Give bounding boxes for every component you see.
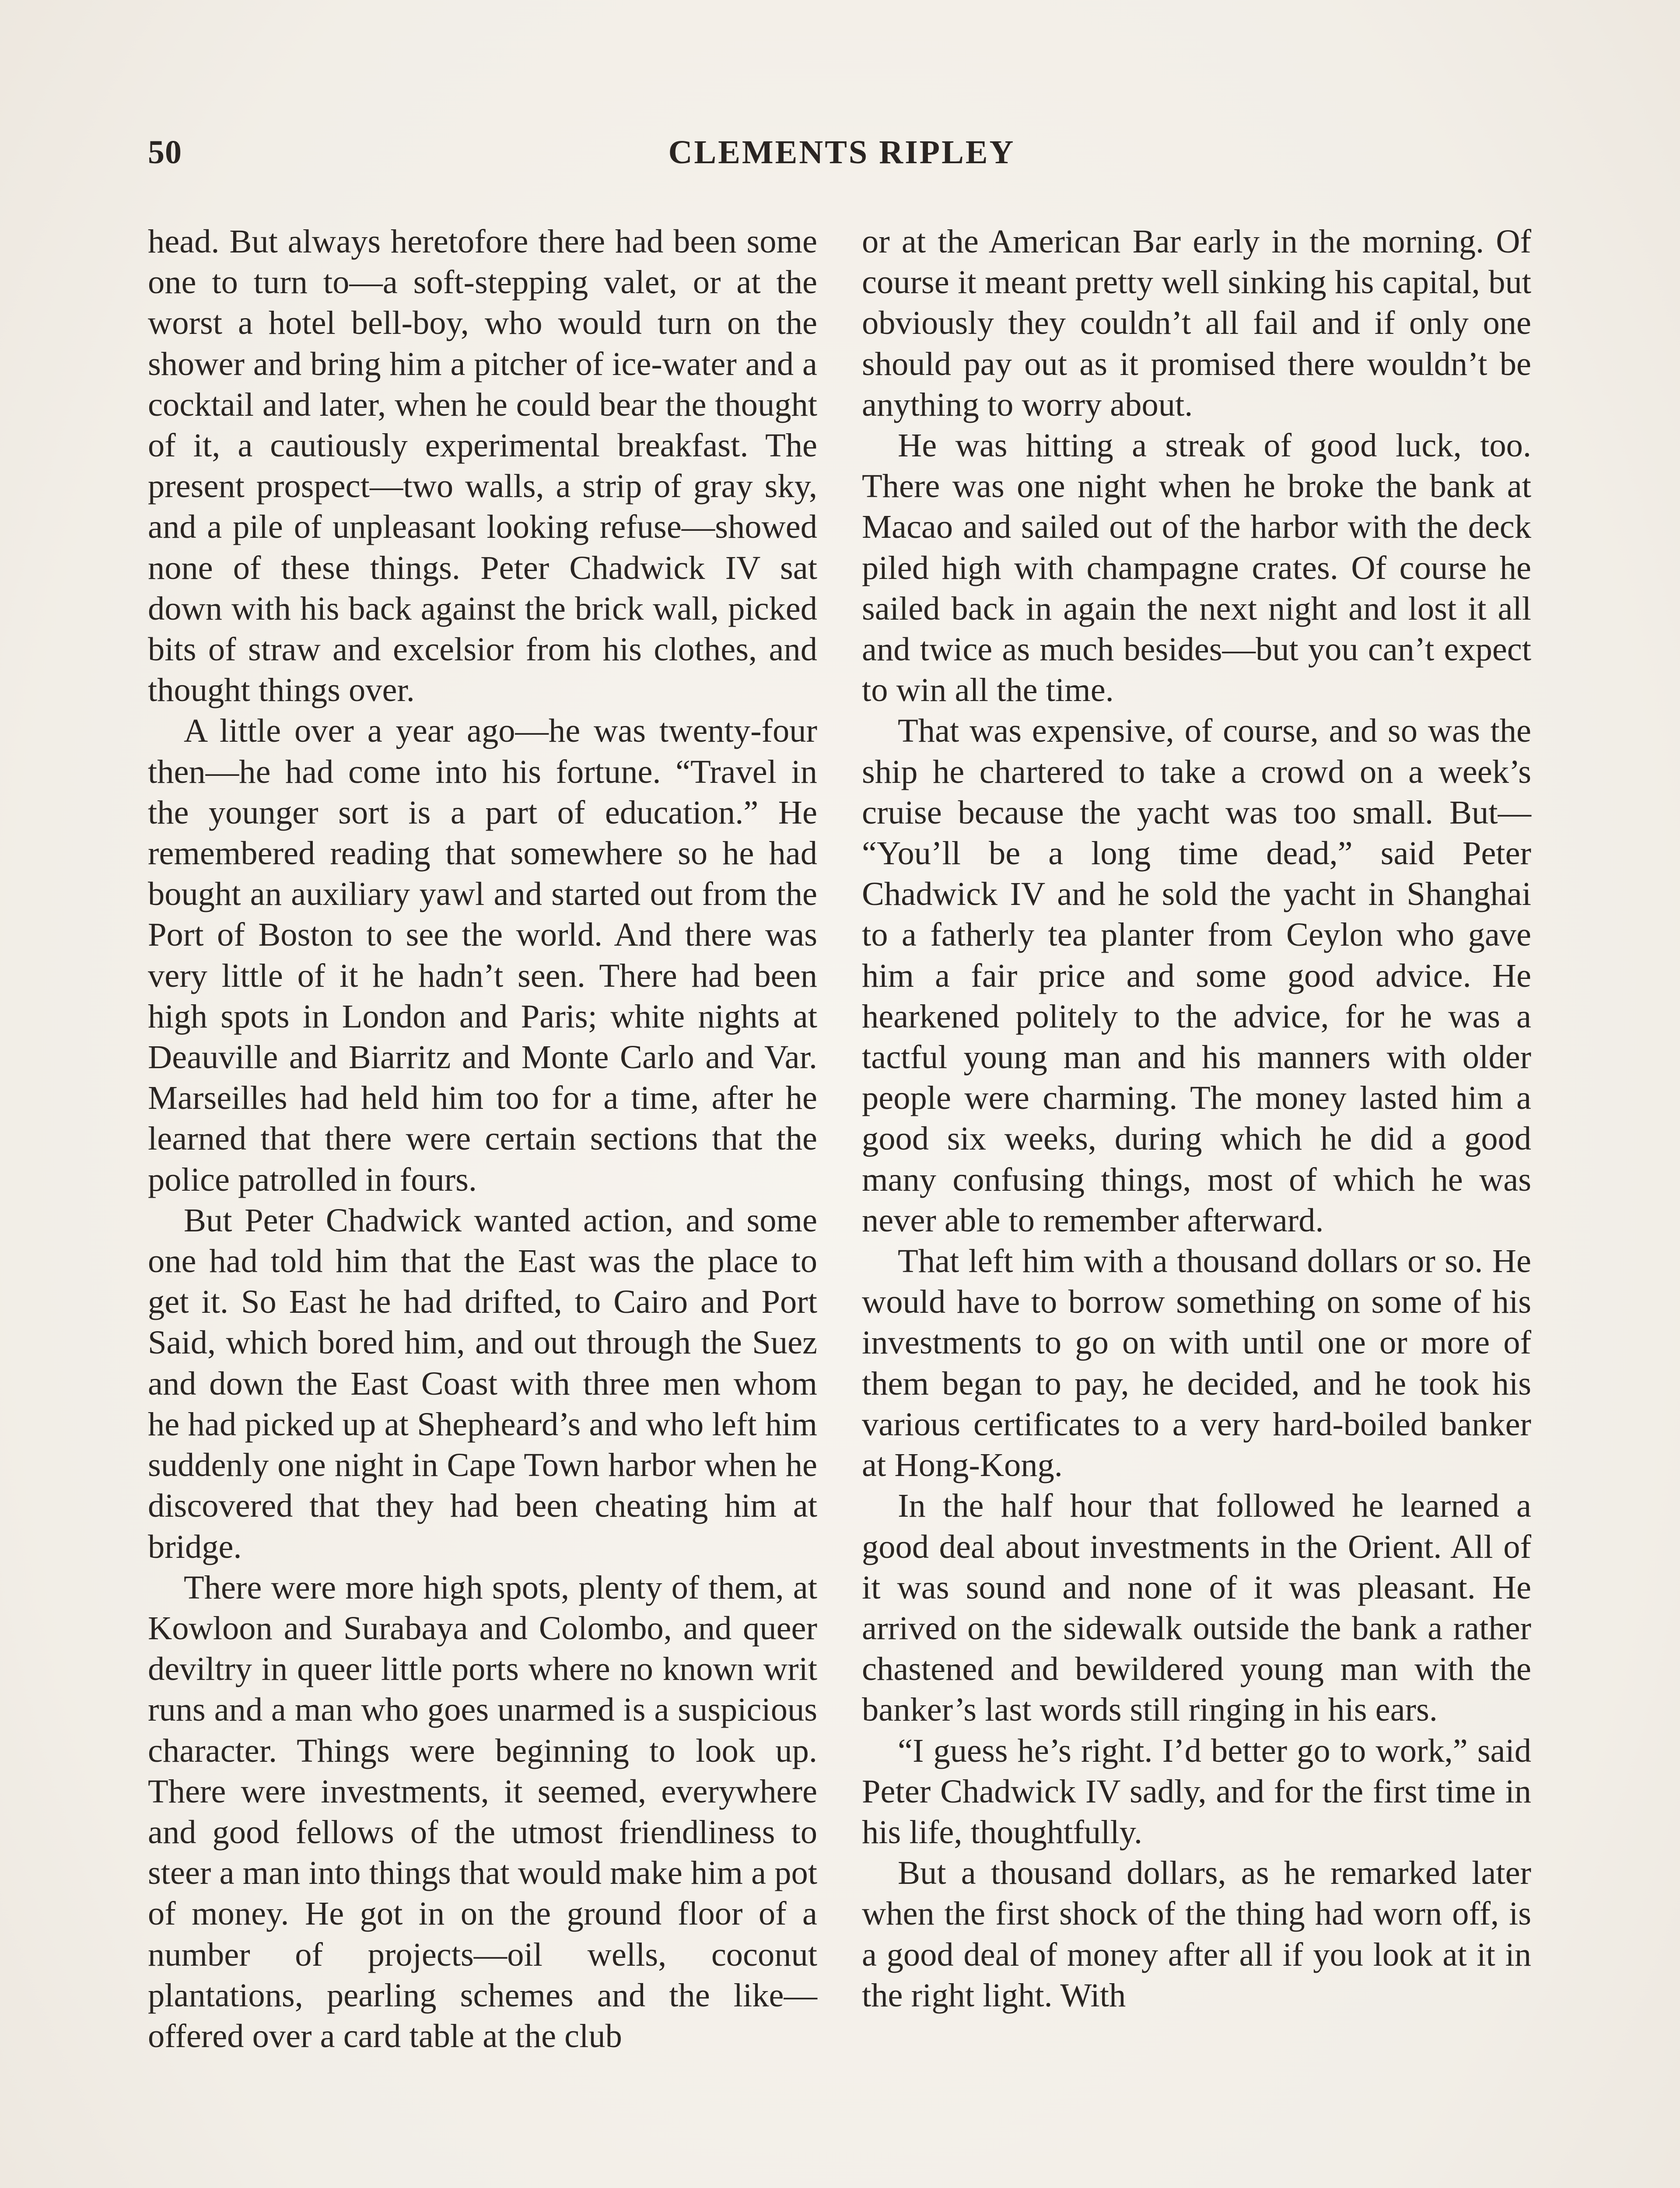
- paragraph: or at the American Bar early in the morning. Of course it meant pretty well sinking his capital, but obviously they couldn’t all fail and if only one should pay out as it promised there wouldn’t be anything to worry about.: [862, 223, 1531, 423]
- paragraph: head. But always heretofore there had been some one to turn to—a soft-stepping valet, or at the worst a hotel bell-boy, who would turn on the shower and bring him a pitcher of ice-water and a cocktail and later, when he could bear the thought of it, a cautiously experimental breakfast. The present prospect—two walls, a strip of gray sky, and a pile of unpleasant looking refuse—showed none of these things. Peter Chadwick IV sat down with his back against the brick wall, picked bits of straw and excelsior from his clothes, and thought things over.: [148, 223, 817, 709]
- paragraph: “I guess he’s right. I’d better go to work,” said Peter Chadwick IV sadly, and for the first time in his life, thoughtfully.: [862, 1732, 1531, 1851]
- paragraph: He was hitting a streak of good luck, too. There was one night when he broke the bank at Macao and sailed out of the harbor with the deck piled high with champagne crates. Of course he sailed back in again the next night and lost it all and twice as much besides—but you can’t expect to win all the time.: [862, 427, 1531, 709]
- paragraph: A little over a year ago—he was twenty-four then—he had come into his fortune. “Travel in the younger sort is a part of education.” He remembered reading that somewhere so he had bought an auxiliary yawl and started out from the Port of Boston to see the world. And there was very little of it he hadn’t seen. There had been high spots in London and Paris; white nights at Deauville and Biarritz and Monte Carlo and Var. Marseilles had held him too for a time, after he learned that there were certain sections that the police patrolled in fours.: [148, 712, 817, 1198]
- running-head: CLEMENTS RIPLEY: [668, 134, 1015, 171]
- left-column: [148, 221, 817, 2056]
- paragraph: That left him with a thousand dollars or so. He would have to borrow something on some of his investments to go on with until one or more of them began to pay, he decided, and he took his various certificates to a very hard-boiled banker at Hong-Kong.: [862, 1242, 1531, 1484]
- paragraph: But Peter Chadwick wanted action, and some one had told him that the East was the place to get it. So East he had drifted, to Cairo and Port Said, which bored him, and out through the Suez and down the East Coast with three men whom he had picked up at Shepheard’s and who left him suddenly one night in Cape Town harbor when he discovered that they had been cheating him at bridge.: [148, 1201, 817, 1565]
- page-number: 50: [148, 134, 182, 171]
- paragraph: But a thousand dollars, as he remarked later when the first shock of the thing had worn off, is a good deal of money after all if you look at it in the right light. With: [862, 1854, 1531, 2014]
- paragraph: That was expensive, of course, and so was the ship he chartered to take a crowd on a week’s cruise because the yacht was too small. But— “You’ll be a long time dead,” said Peter Chadwick IV and he sold the yacht in Shanghai to a fatherly tea planter from Ceylon who gave him a fair price and some good advice. He hearkened politely to the advice, for he was a tactful young man and his manners with older people were charming. The money lasted him a good six weeks, during which he did a good many confusing things, most of which he was never able to remember afterward.: [862, 712, 1531, 1239]
- right-column: [862, 221, 1531, 2016]
- paragraph: In the half hour that followed he learned a good deal about investments in the Orient. All of it was sound and none of it was pleasant. He arrived on the sidewalk outside the bank a rather chastened and bewildered young man with the banker’s last words still ringing in his ears.: [862, 1487, 1531, 1729]
- paragraph: There were more high spots, plenty of them, at Kowloon and Surabaya and Colombo, and queer deviltry in queer little ports where no known writ runs and a man who goes unarmed is a suspicious character. Things were beginning to look up. There were investments, it seemed, everywhere and good fellows of the utmost friendliness to steer a man into things that would make him a pot of money. He got in on the ground floor of a number of projects—oil wells, coconut plantations, pearling schemes and the like—offered over a card table at the club: [148, 1568, 817, 2055]
- page-header: [148, 133, 1536, 177]
